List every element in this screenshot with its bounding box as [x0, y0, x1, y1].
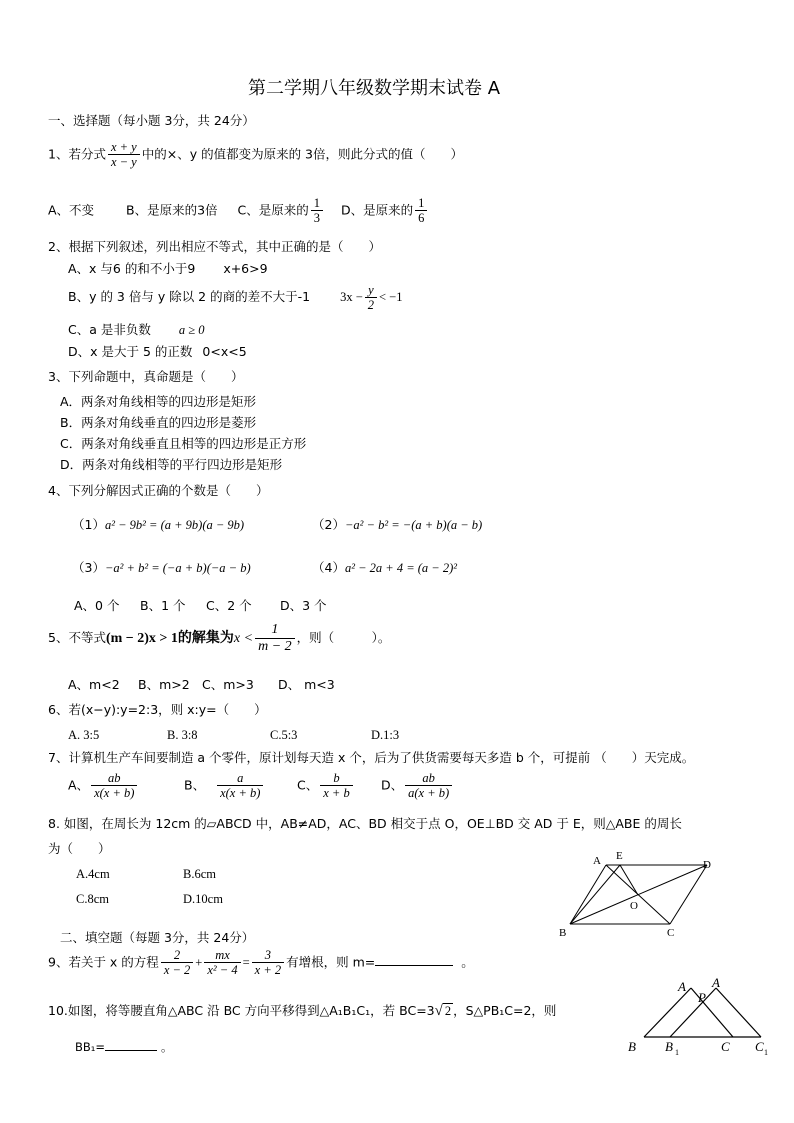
q3-option-d: D．两条对角线相等的平行四边形是矩形	[60, 457, 283, 472]
question-7-stem: 7、计算机生产车间要制造 a 个零件，原计划每天造 x 个，后为了供货需要每天多造 b 个，可提前 （ ）天完成。	[48, 750, 695, 765]
edge-ab	[570, 865, 606, 924]
q2-option-a-expr: x+6>9	[223, 261, 268, 276]
q2-option-d-expr: 0<x<5	[202, 344, 247, 359]
q7-option-a: A、 $\frac{ab}{x(x + b)}$	[68, 771, 139, 801]
q2-option-b: B、y 的 3 倍与 y 除以 2 的商的差不大于-1 3x − $\frac{y}{2}$ < −1	[68, 283, 403, 313]
edge-b-a	[644, 988, 691, 1037]
q8-option-a: A.4cm	[76, 867, 110, 881]
label-o: O	[630, 900, 638, 912]
question-8-line-2: 为（ ）	[48, 841, 111, 856]
label-c1-sub: 1	[764, 1048, 768, 1057]
q1-option-c: C、是原来的	[237, 202, 309, 218]
q8-parallelogram-figure	[550, 845, 720, 940]
q10-answer-blank[interactable]	[105, 1050, 157, 1051]
q1-option-c-fraction: $\frac{1}{3}$	[311, 196, 323, 226]
label-a: A	[678, 979, 686, 994]
label-b1-sub: 1	[675, 1048, 679, 1057]
q4-option-a: A、0 个	[74, 598, 120, 613]
q6-option-c: C.5:3	[270, 728, 298, 742]
label-c1: C	[755, 1039, 764, 1054]
label-a: A	[593, 855, 601, 867]
q2-option-d: D、x 是大于 5 的正数 0<x<5	[68, 344, 247, 359]
diagonal-bd	[570, 865, 707, 924]
q7-option-d: D、 $\frac{ab}{a(x + b)}$	[381, 771, 454, 801]
q7-option-b: B、 $\frac{a}{x(x + b)}$	[184, 771, 265, 801]
label-b: B	[628, 1039, 636, 1054]
label-a1: A	[712, 975, 720, 990]
question-5: 5、不等式(m − 2)x > 1的解集为x < $\frac{1}{m - 2}$ ，则（ ）。	[48, 622, 391, 655]
edge-b1-a1	[670, 988, 716, 1037]
label-d: D	[703, 859, 711, 871]
label-c: C	[667, 927, 675, 939]
label-e: E	[616, 850, 623, 862]
q10-triangles-figure	[620, 975, 780, 1060]
q2-option-c-expr: a ≥ 0	[178, 323, 205, 337]
q6-option-a: A. 3:5	[68, 728, 100, 742]
question-2-stem: 2、根据下列叙述，列出相应不等式，其中正确的是（ ）	[48, 239, 381, 254]
q5-main: (m − 2)x > 1的解集为	[105, 631, 234, 647]
q1-prefix: 1、若分式	[48, 146, 106, 162]
label-c: C	[721, 1039, 730, 1054]
q6-option-d: D.1:3	[371, 728, 400, 742]
q1-options	[48, 196, 429, 226]
edge-dc	[670, 865, 707, 924]
question-10-line-2: BB₁= 。	[75, 1040, 173, 1054]
q1-option-d-fraction: $\frac{1}{6}$	[415, 196, 427, 226]
q5-fraction: $\frac{1}{m - 2}$	[255, 622, 295, 655]
question-8-line-1: 8. 如图，在周长为 12cm 的▱ABCD 中，AB≠AD，AC、BD 相交于点 O，OE⊥BD 交 AD 于 E，则△ABE 的周长	[48, 816, 682, 831]
question-9: 9、若关于 x 的方程 $\frac{2}{x - 2}$ + $\frac{mx}{\text{x² − 4}}$ = $\frac{3}{x + 2}$ 有增根，则 m= 。	[48, 948, 474, 978]
q4-expr-3: （3）−a² + b² = (−a + b)(−a − b)	[72, 560, 251, 575]
q6-option-b: B. 3:8	[167, 728, 198, 742]
q5-option-c: C、m>3	[202, 677, 254, 692]
q4-option-c: C、2 个	[206, 598, 252, 613]
label-b: B	[559, 927, 567, 939]
q8-option-d: D.10cm	[183, 892, 223, 906]
question-10-line-1: 10.如图，将等腰直角△ABC 沿 BC 方向平移得到△A₁B₁C₁，若 BC=3√ 2 ，S△PB₁C=2，则	[48, 1003, 557, 1019]
q1-suffix: 中的×、y 的值都变为原来的 3倍，则此分式的值（ ）	[141, 146, 464, 162]
q3-option-c: C．两条对角线垂直且相等的四边形是正方形	[60, 436, 307, 451]
q4-expr-1: （1）a² − 9b² = (a + 9b)(a − 9b)	[72, 517, 245, 532]
q1-option-a: A、不变	[48, 202, 95, 218]
section-heading-choice: 一、选择题（每小题 3分，共 24分）	[48, 113, 255, 128]
q7-option-c: C、 $\frac{b}{x + b}$	[297, 771, 355, 801]
label-p: P	[698, 990, 706, 1005]
q2-option-a: A、x 与6 的和不小于9 x+6>9	[68, 261, 268, 276]
segment-be	[570, 865, 620, 924]
q1-fraction: $\frac{x + y}{x - y}$	[108, 140, 140, 170]
label-b1: B	[665, 1039, 673, 1054]
q3-option-a: A．两条对角线相等的四边形是矩形	[60, 394, 257, 409]
question-1	[48, 140, 463, 170]
edge-a1-c1	[716, 988, 761, 1037]
q4-option-b: B、1 个	[140, 598, 186, 613]
question-3-stem: 3、下列命题中，真命题是（ ）	[48, 369, 244, 384]
q5-option-d: D、 m<3	[278, 677, 335, 692]
sqrt-sign: √	[434, 1003, 443, 1019]
q2-option-c: C、a 是非负数 a ≥ 0	[68, 322, 205, 337]
q3-option-b: B．两条对角线垂直的四边形是菱形	[60, 415, 257, 430]
q2-option-b-expr: 3x − $\frac{y}{2}$ < −1	[340, 283, 403, 313]
q9-answer-blank[interactable]	[375, 965, 453, 966]
q4-expr-4: （4）a² − 2a + 4 = (a − 2)²	[312, 560, 458, 575]
q4-expr-2: （2）−a² − b² = −(a + b)(a − b)	[312, 517, 483, 532]
q5-option-a: A、m<2	[68, 677, 120, 692]
q5-option-b: B、m>2	[138, 677, 190, 692]
q1-option-b: B、是原来的3倍	[126, 202, 218, 218]
question-6-stem: 6、若(x−y):y=2:3，则 x:y=（ ）	[48, 702, 267, 717]
section-heading-fill: 二、填空题（每题 3分，共 24分）	[60, 930, 255, 945]
page-title: 第二学期八年级数学期末试卷 A	[248, 78, 501, 99]
question-4-stem: 4、下列分解因式正确的个数是（ ）	[48, 483, 269, 498]
q8-option-b: B.6cm	[183, 867, 216, 881]
q8-option-c: C.8cm	[76, 892, 109, 906]
q4-option-d: D、3 个	[280, 598, 327, 613]
q1-option-d: D、是原来的	[340, 202, 414, 218]
sqrt-value: 2	[444, 1004, 452, 1018]
